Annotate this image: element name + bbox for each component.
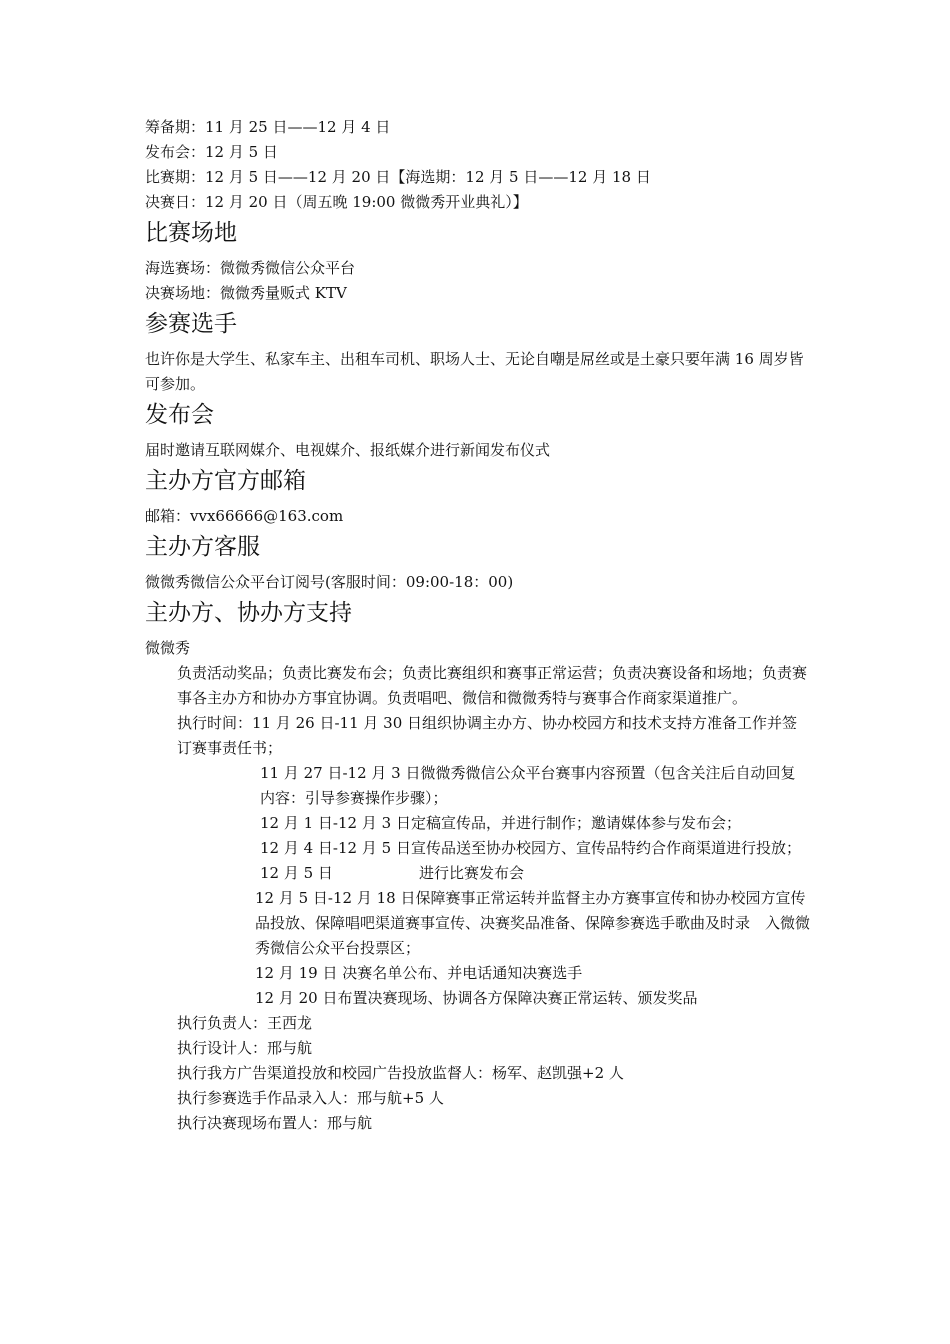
support-designer: 执行设计人：邢与航 <box>177 1039 313 1057</box>
support-item-5: 12 月 5 日-12 月 18 日保障赛事正常运转并监督主办方赛事宣传和协办校园方宣传品投放、保障唱吧渠道赛事宣传、决赛奖品准备、保障参赛选手歌曲及时录 入微微秀微信公众平台投票区； <box>255 889 811 957</box>
schedule-prep: 筹备期：11 月 25 日——12 月 4 日 <box>145 118 391 136</box>
contestants-heading: 参赛选手 <box>145 311 237 337</box>
support-item-2: 12 月 1 日-12 月 3 日定稿宣传品，并进行制作；邀请媒体参与发布会； <box>260 814 741 832</box>
support-ad-supervisor: 执行我方广告渠道投放和校园广告投放监督人：杨军、赵凯强+2 人 <box>177 1064 624 1082</box>
venue-audition: 海选赛场：微微秀微信公众平台 <box>145 259 356 277</box>
press-heading: 发布会 <box>145 402 214 428</box>
service-text: 微微秀微信公众平台订阅号(客服时间：09:00-18：00) <box>145 573 514 591</box>
support-exec-time: 执行时间：11 月 26 日-11 月 30 日组织协调主办方、协办校园方和技术支持方准备工作并签订赛事责任书； <box>177 714 798 757</box>
schedule-contest: 比赛期：12 月 5 日——12 月 20 日【海选期：12 月 5 日——12 月 18 日 <box>145 168 651 186</box>
document-page <box>145 115 810 1136</box>
contestants-text: 也许你是大学生、私家车主、出租车司机、职场人士、无论自嘲是屌丝或是土豪只要年满 16 周岁皆可参加。 <box>145 350 804 393</box>
support-item-3: 12 月 4 日-12 月 5 日宣传品送至协办校园方、宣传品特约合作商渠道进行投放； <box>260 839 801 857</box>
support-item-4 <box>145 861 810 886</box>
schedule-launch: 发布会：12 月 5 日 <box>145 143 278 161</box>
support-duties: 负责活动奖品；负责比赛发布会；负责比赛组织和赛事正常运营；负责决赛设备和场地；负责赛事各主办方和协办方事宜协调。负责唱吧、微信和微微秀特与赛事合作商家渠道推广。 <box>177 664 808 707</box>
schedule-final: 决赛日：12 月 20 日（周五晚 19:00 微微秀开业典礼）】 <box>145 193 528 211</box>
venue-final: 决赛场地：微微秀量贩式 KTV <box>145 284 347 302</box>
support-item-6: 12 月 19 日 决赛名单公布、并电话通知决赛选手 <box>255 964 583 982</box>
support-entry: 执行参赛选手作品录入人：邢与航+5 人 <box>177 1089 444 1107</box>
support-heading: 主办方、协办方支持 <box>145 600 352 626</box>
press-text: 届时邀请互联网媒介、电视媒介、报纸媒介进行新闻发布仪式 <box>145 441 551 459</box>
support-item-4-date: 12 月 5 日 <box>260 864 333 882</box>
support-item-4-text: 进行比赛发布会 <box>418 864 524 882</box>
service-heading: 主办方客服 <box>145 534 260 560</box>
support-item-7: 12 月 20 日布置决赛现场、协调各方保障决赛正常运转、颁发奖品 <box>255 989 698 1007</box>
venue-heading: 比赛场地 <box>145 220 237 246</box>
support-setup: 执行决赛现场布置人：邢与航 <box>177 1114 373 1132</box>
support-item-1: 11 月 27 日-12 月 3 日微微秀微信公众平台赛事内容预置（包含关注后自动回复内容：引导参赛操作步骤）； <box>260 764 796 807</box>
email-text: 邮箱：vvx66666@163.com <box>145 507 344 525</box>
support-lead: 执行负责人：王西龙 <box>177 1014 313 1032</box>
email-heading: 主办方官方邮箱 <box>145 468 306 494</box>
support-org: 微微秀 <box>145 639 191 657</box>
